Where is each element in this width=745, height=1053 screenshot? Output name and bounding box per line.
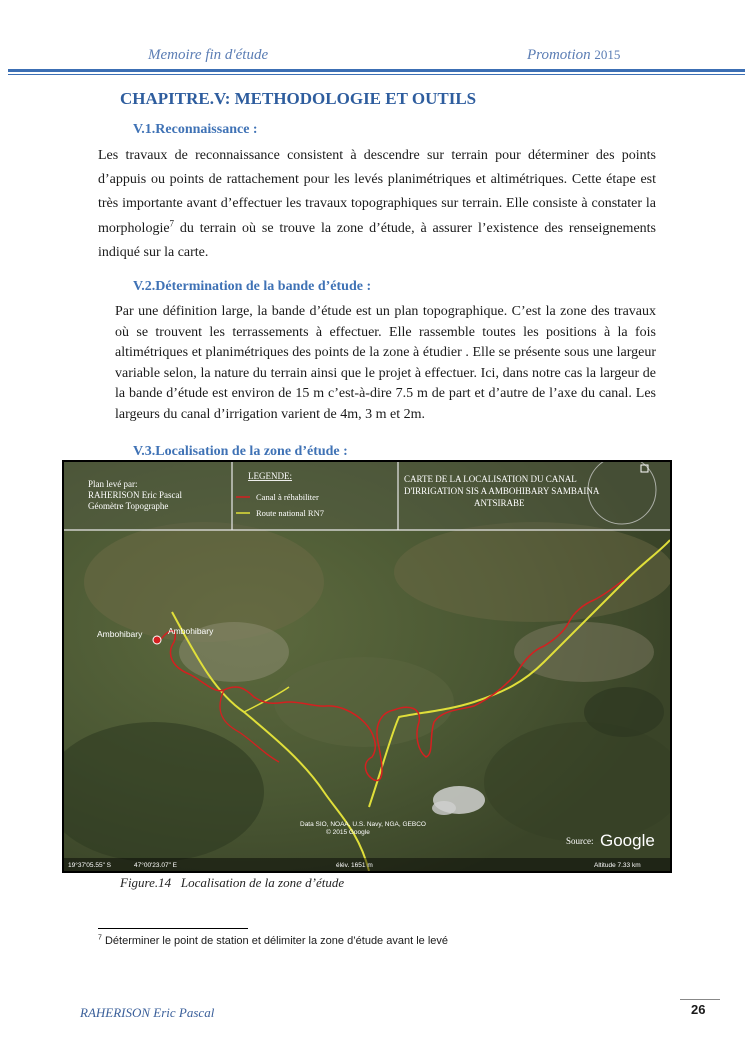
paragraph-reconnaissance-part1: Les travaux de reconnaissance consistent à descendre sur terrain pour déterminer des points d’appuis ou points de rattachement pour les levés planimétriques et altimétriques. Cette étape est très importante avant d’effectuer les travaux topographiques sur terrain. Elle consiste à constater la morphologie <box>98 148 656 236</box>
coord-lon: 47°00'23.07" E <box>134 862 178 869</box>
header-promotion: Promotion <box>527 47 591 63</box>
chapter-title: CHAPITRE.V: METHODOLOGIE ET OUTILS <box>120 89 477 108</box>
footnote-rule <box>98 928 248 929</box>
plan-line1: Plan levé par: <box>88 479 138 489</box>
map-title-line1: CARTE DE LA LOCALISATION DU CANAL <box>404 474 577 484</box>
place-label-2: Ambohibary <box>168 626 214 636</box>
coord-lat: 19°37'05.55" S <box>68 862 112 869</box>
location-map <box>62 460 672 873</box>
running-header-right <box>527 47 620 64</box>
section-heading-reconnaissance: V.1.Reconnaissance : <box>133 122 258 137</box>
legend-canal-label: Canal à réhabiliter <box>256 492 319 502</box>
data-credit-line2: © 2015 Google <box>326 829 370 836</box>
paragraph-reconnaissance <box>98 144 656 265</box>
header-year: 2015 <box>594 47 621 62</box>
section-heading-localisation: V.3.Localisation de la zone d’étude : <box>133 444 348 459</box>
legend-title: LEGENDE: <box>248 471 292 481</box>
paragraph-reconnaissance-part2: du terrain où se trouve la zone d’étude, à assurer l’existence des renseignements indiqué sur la carte. <box>98 220 656 260</box>
footnote <box>98 935 448 947</box>
header-rule-thick <box>8 69 745 72</box>
running-header-left: Memoire fin d'étude <box>148 47 269 63</box>
page-number: 26 <box>691 1002 706 1017</box>
footnote-number: 7 <box>98 934 102 942</box>
footer-author: RAHERISON Eric Pascal <box>80 1005 215 1020</box>
map-title-line2: D'IRRIGATION SIS A AMBOHIBARY SAMBAINA <box>404 486 600 496</box>
place-label-1: Ambohibary <box>97 629 143 639</box>
footnote-text: Déterminer le point de station et délimiter la zone d’étude avant le levé <box>101 935 448 947</box>
plan-line2: RAHERISON Eric Pascal <box>88 490 182 500</box>
map-title-line3: ANTSIRABE <box>474 498 525 508</box>
page-number-rule <box>680 999 720 1000</box>
source-label: Source: <box>566 836 594 846</box>
altitude: Altitude 7.33 km <box>594 862 641 869</box>
header-rule-thin <box>8 74 745 75</box>
paragraph-bande-etude: Par une définition large, la bande d’étude est un plan topographique. C’est la zone des travaux où se trouvent les terrassements à effectuer. Elle rassemble toutes les positions à la fois altimétriques et planimétriques des points de la zone à étudier . Elle se présente sous une largeur variable selon, la nature du terrain ainsi que le projet à effectuer. Ici, dans notre cas la largeur de la bande d’étude est environ de 15 m c’est-à-dire 7.5 m de part et d’autre de l’axe du canal. Les largeurs du canal d’irrigation varient de 4m, 3 m et 2m. <box>115 304 656 422</box>
elevation: élév. 1651 m <box>336 862 373 869</box>
data-credit-line1: Data SIO, NOAA, U.S. Navy, NGA, GEBCO <box>300 821 426 828</box>
pin-marker-icon <box>153 636 161 644</box>
footnote-ref: 7 <box>169 217 175 228</box>
google-logo: Google <box>600 831 655 850</box>
plan-line3: Géomètre Topographe <box>88 501 169 511</box>
figure-caption-text: Localisation de la zone d’étude <box>180 875 345 890</box>
figure-label: Figure.14 <box>120 875 172 890</box>
figure-caption <box>120 875 344 891</box>
legend-route-label: Route national RN7 <box>256 508 324 518</box>
section-heading-bande-etude: V.2.Détermination de la bande d’étude : <box>133 279 372 294</box>
